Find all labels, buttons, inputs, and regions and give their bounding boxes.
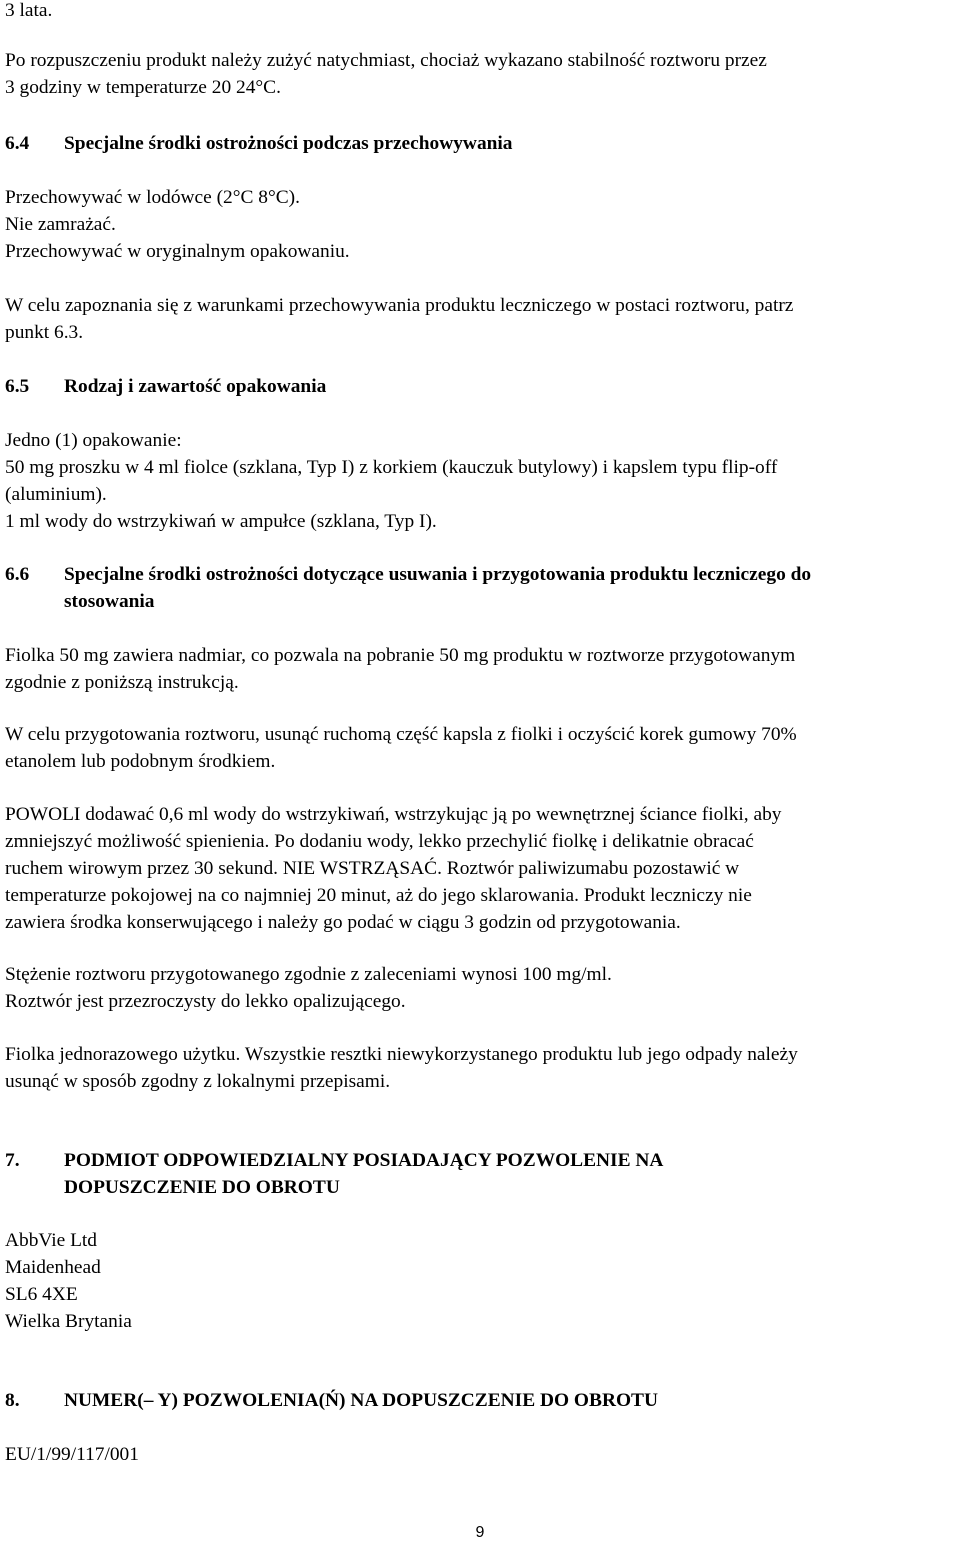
text-line: zgodnie z poniższą instrukcją. <box>5 672 239 693</box>
text-line: Nie zamrażać. <box>5 214 116 235</box>
text-line: W celu przygotowania roztworu, usunąć ruchomą część kapsla z fiolki i oczyścić korek gumowy 70% <box>5 724 797 745</box>
text-line: ruchem wirowym przez 30 sekund. NIE WSTRZĄSAĆ. Roztwór paliwizumabu pozostawić w <box>5 858 740 879</box>
section-number: 6.6 <box>5 564 30 585</box>
section-heading-7 <box>5 1148 663 1175</box>
section-title: Specjalne środki ostrożności dotyczące usuwania i przygotowania produktu leczniczego do <box>64 564 812 585</box>
address-line: Wielka Brytania <box>5 1311 132 1332</box>
text-line: zawiera środka konserwującego i należy go podać w ciągu 3 godzin od przygotowania. <box>5 912 681 933</box>
text-line: (aluminium). <box>5 484 107 505</box>
text-line: Jedno (1) opakowanie: <box>5 430 182 451</box>
address-line: AbbVie Ltd <box>5 1230 98 1251</box>
section-title: PODMIOT ODPOWIEDZIALNY POSIADAJĄCY POZWOLENIE NA <box>64 1150 664 1171</box>
text-line: 1 ml wody do wstrzykiwań w ampułce (szklana, Typ I). <box>5 511 437 532</box>
text-line: 3 godziny w temperaturze 20 24°C. <box>5 77 281 98</box>
text-line: punkt 6.3. <box>5 322 84 343</box>
authorisation-number: EU/1/99/117/001 <box>5 1444 139 1465</box>
text-line: temperaturze pokojowej na co najmniej 20 minut, aż do jego sklarowania. Produkt leczniczy nie <box>5 885 752 906</box>
section-title-continued: stosowania <box>64 591 155 612</box>
page-number: 9 <box>475 1524 485 1541</box>
section-title: Rodzaj i zawartość opakowania <box>64 376 327 397</box>
text-line: usunąć w sposób zgodny z lokalnymi przepisami. <box>5 1071 391 1092</box>
section-number: 7. <box>5 1150 20 1171</box>
text-line: POWOLI dodawać 0,6 ml wody do wstrzykiwań, wstrzykując ją po wewnętrznej ściance fiolki, aby <box>5 804 782 825</box>
section-heading-8 <box>5 1388 658 1415</box>
section-title-continued: DOPUSZCZENIE DO OBROTU <box>64 1177 340 1198</box>
text-line: Przechowywać w lodówce (2°C 8°C). <box>5 187 300 208</box>
section-title: Specjalne środki ostrożności podczas przechowywania <box>64 133 513 154</box>
section-title: NUMER(– Y) POZWOLENIA(Ń) NA DOPUSZCZENIE DO OBROTU <box>64 1390 658 1411</box>
text-line: zmniejszyć możliwość spienienia. Po dodaniu wody, lekko przechylić fiolkę i delikatnie obracać <box>5 831 754 852</box>
text-line: 50 mg proszku w 4 ml fiolce (szklana, Typ I) z korkiem (kauczuk butylowy) i kapslem typu flip-off <box>5 457 778 478</box>
text-line: Stężenie roztworu przygotowanego zgodnie z zaleceniami wynosi 100 mg/ml. <box>5 964 612 985</box>
text-line: W celu zapoznania się z warunkami przechowywania produktu leczniczego w postaci roztworu, patrz <box>5 295 794 316</box>
section-heading-6-6 <box>5 562 811 589</box>
section-number: 6.4 <box>5 133 30 154</box>
text-line: Po rozpuszczeniu produkt należy zużyć natychmiast, chociaż wykazano stabilność roztworu przez <box>5 50 767 71</box>
text-line: Przechowywać w oryginalnym opakowaniu. <box>5 241 350 262</box>
section-number: 6.5 <box>5 376 30 397</box>
address-line: Maidenhead <box>5 1257 101 1278</box>
section-heading-6-5 <box>5 374 326 401</box>
section-heading-6-4 <box>5 131 513 158</box>
address-line: SL6 4XE <box>5 1284 78 1305</box>
section-number: 8. <box>5 1390 20 1411</box>
text-line: Roztwór jest przezroczysty do lekko opalizującego. <box>5 991 406 1012</box>
text-line: 3 lata. <box>5 0 53 21</box>
text-line: etanolem lub podobnym środkiem. <box>5 751 276 772</box>
text-line: Fiolka 50 mg zawiera nadmiar, co pozwala na pobranie 50 mg produktu w roztworze przygotowanym <box>5 645 796 666</box>
text-line: Fiolka jednorazowego użytku. Wszystkie resztki niewykorzystanego produktu lub jego odpady należy <box>5 1044 798 1065</box>
